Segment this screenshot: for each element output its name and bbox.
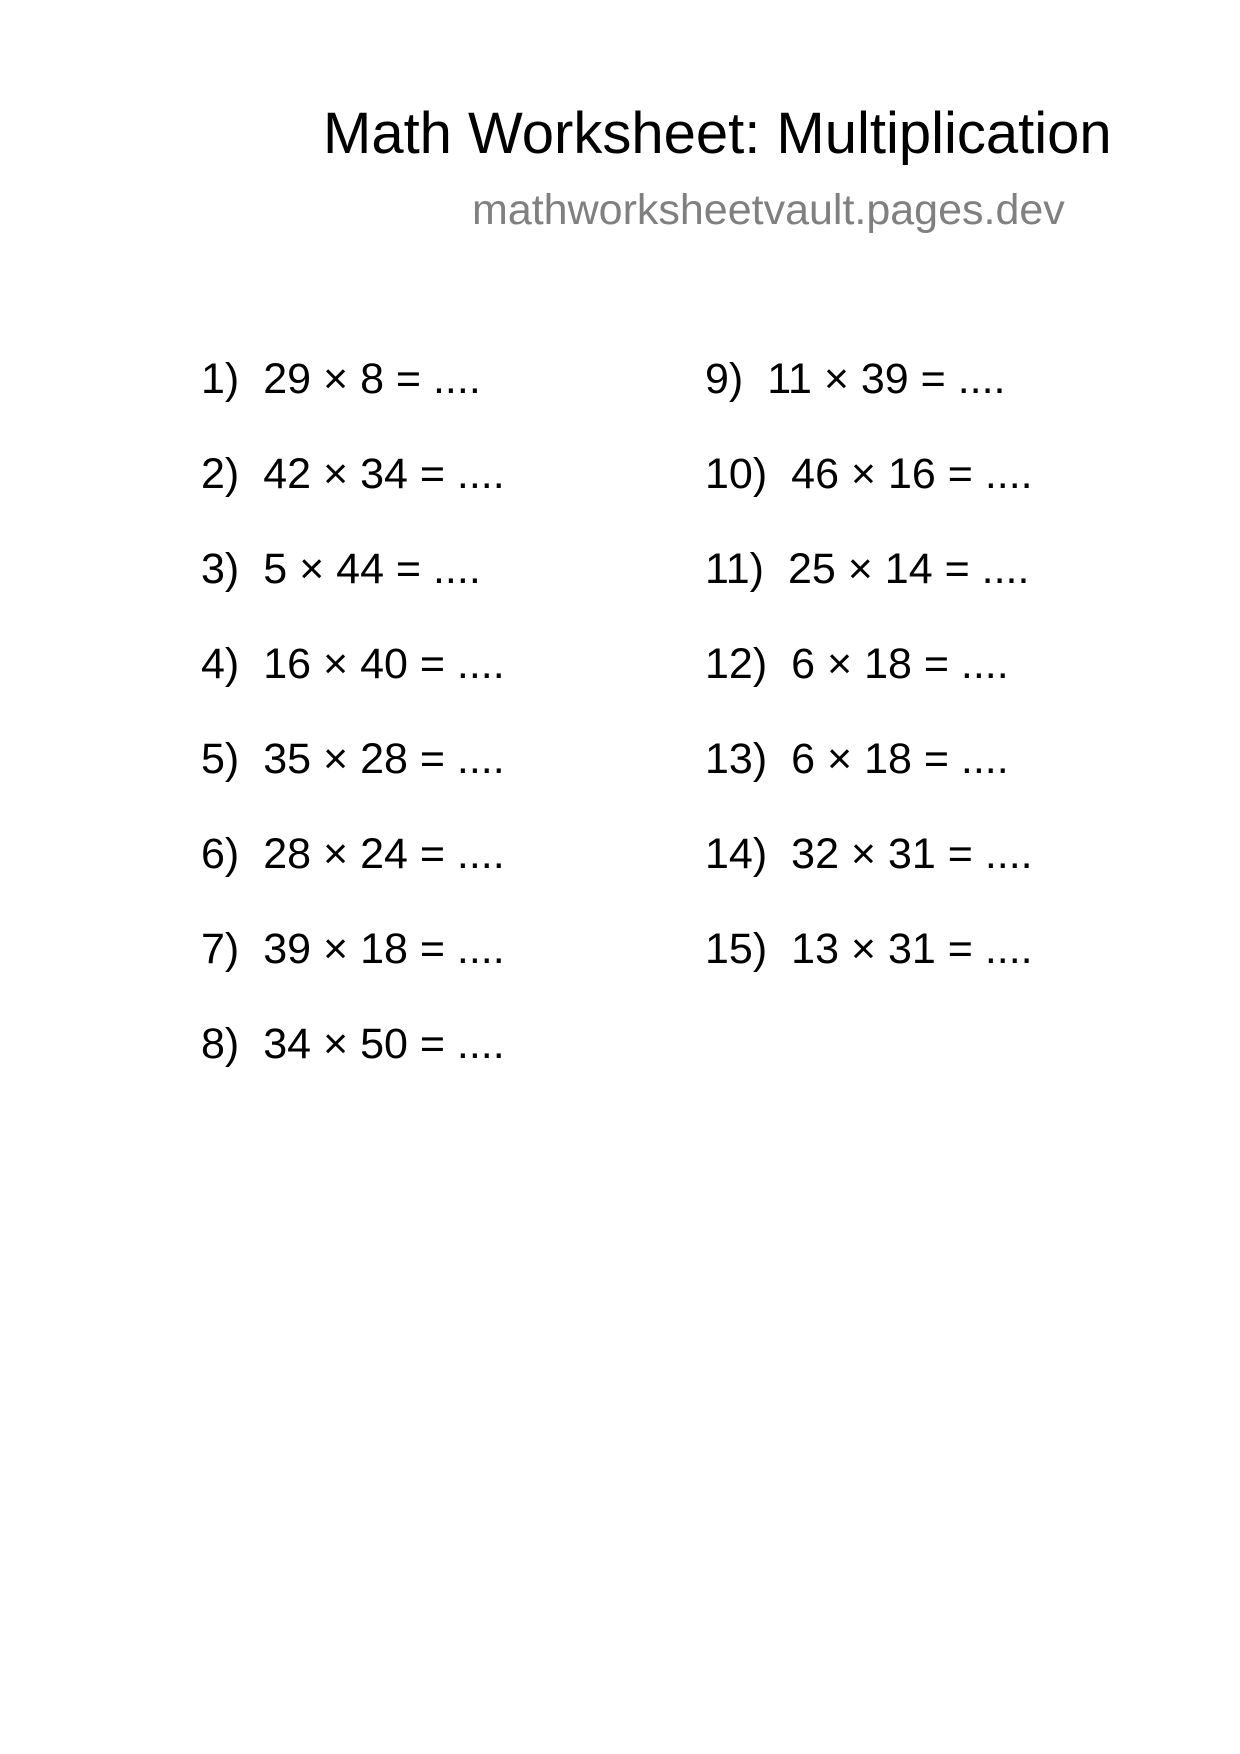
problem-number: 6) xyxy=(201,830,240,878)
problem-item xyxy=(705,924,1033,1019)
problem-expression: 16 × 40 = .... xyxy=(263,640,505,688)
problem-column-left xyxy=(201,354,505,1114)
problem-number: 1) xyxy=(201,355,240,403)
problem-number: 10) xyxy=(705,450,768,498)
problem-number: 2) xyxy=(201,450,240,498)
problem-expression: 6 × 18 = .... xyxy=(791,735,1009,783)
problem-item xyxy=(705,354,1033,449)
problem-item xyxy=(201,639,505,734)
problem-number: 13) xyxy=(705,735,768,783)
problem-item xyxy=(705,639,1033,734)
problem-item xyxy=(705,449,1033,544)
page-title: Math Worksheet: Multiplication xyxy=(323,101,1112,166)
problem-expression: 13 × 31 = .... xyxy=(791,925,1033,973)
problem-number: 12) xyxy=(705,640,768,688)
problem-number: 15) xyxy=(705,925,768,973)
problem-number: 11) xyxy=(705,545,764,593)
problem-expression: 29 × 8 = .... xyxy=(263,355,481,403)
problem-expression: 35 × 28 = .... xyxy=(263,735,505,783)
problem-expression: 11 × 39 = .... xyxy=(767,355,1006,403)
problem-number: 4) xyxy=(201,640,240,688)
problem-number: 5) xyxy=(201,735,240,783)
problem-item xyxy=(201,924,505,1019)
problem-item xyxy=(201,829,505,924)
problem-expression: 42 × 34 = .... xyxy=(263,450,505,498)
problem-item xyxy=(705,544,1033,639)
problem-number: 7) xyxy=(201,925,240,973)
problem-number: 8) xyxy=(201,1020,240,1068)
problem-number: 14) xyxy=(705,830,768,878)
problem-expression: 39 × 18 = .... xyxy=(263,925,505,973)
problem-item xyxy=(201,734,505,829)
problem-expression: 28 × 24 = .... xyxy=(263,830,505,878)
problem-expression: 5 × 44 = .... xyxy=(263,545,481,593)
problem-item xyxy=(201,544,505,639)
problem-column-right xyxy=(705,354,1033,1019)
problem-item xyxy=(705,829,1033,924)
problem-expression: 25 × 14 = .... xyxy=(787,545,1030,593)
problem-item xyxy=(705,734,1033,829)
problem-number: 3) xyxy=(201,545,240,593)
problem-expression: 46 × 16 = .... xyxy=(791,450,1033,498)
problem-item xyxy=(201,1019,505,1114)
source-url: mathworksheetvault.pages.dev xyxy=(472,186,1065,234)
problem-item xyxy=(201,354,505,449)
problem-expression: 34 × 50 = .... xyxy=(263,1020,505,1068)
problem-expression: 32 × 31 = .... xyxy=(791,830,1033,878)
problem-expression: 6 × 18 = .... xyxy=(791,640,1009,688)
problem-number: 9) xyxy=(705,355,744,403)
problem-item xyxy=(201,449,505,544)
